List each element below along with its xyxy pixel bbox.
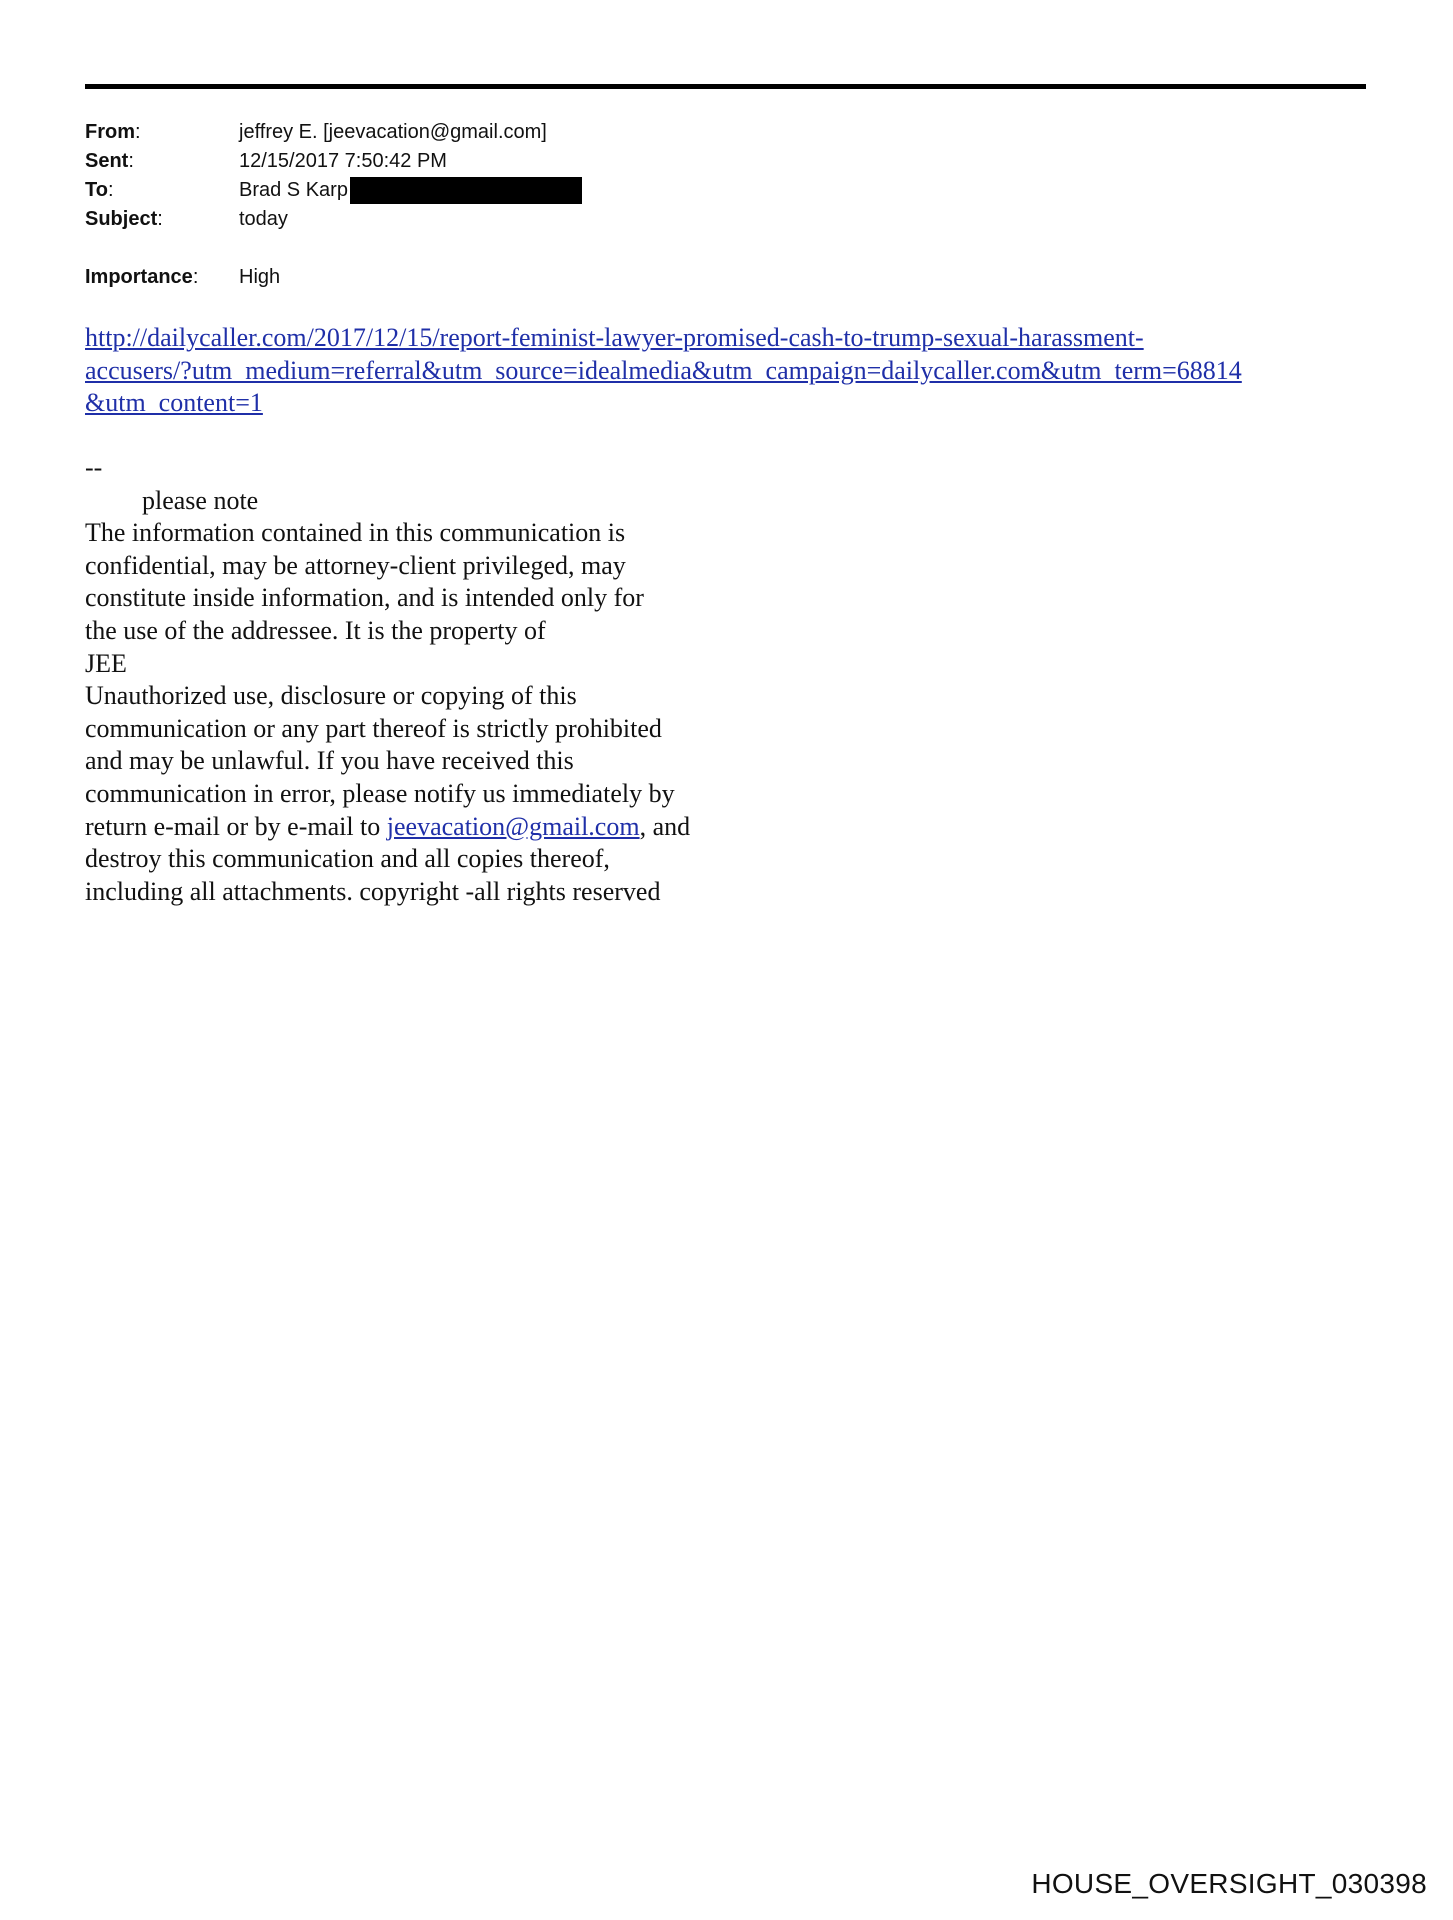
email-link[interactable]: jeevacation@gmail.com xyxy=(386,811,640,841)
from-label: From: xyxy=(85,121,141,143)
subject-row xyxy=(85,205,582,234)
article-link[interactable] xyxy=(85,322,1385,420)
disclaimer-line: including all attachments. copyright -all rights reserved xyxy=(85,876,661,906)
signature-note: please note xyxy=(142,485,259,515)
article-link-line[interactable]: http://dailycaller.com/2017/12/15/report-feminist-lawyer-promised-cash-to-trump-sexual-harassment- xyxy=(85,323,1144,352)
from-value: jeffrey E. [jeevacation@gmail.com] xyxy=(239,121,547,143)
subject-label: Subject: xyxy=(85,208,163,230)
article-link-line[interactable]: accusers/?utm_medium=referral&utm_source=idealmedia&utm_campaign=dailycaller.com&utm_term=68814 xyxy=(85,355,1242,385)
to-recipient-name: Brad S Karp xyxy=(239,179,348,201)
disclaimer-line: destroy this communication and all copies thereof, xyxy=(85,844,610,874)
disclaimer-line: constitute inside information, and is intended only for xyxy=(85,583,644,613)
sent-value: 12/15/2017 7:50:42 PM xyxy=(239,150,447,172)
importance-label: Importance: xyxy=(85,266,199,288)
email-header xyxy=(85,118,582,292)
importance-row xyxy=(85,263,582,292)
disclaimer-line: JEE xyxy=(85,648,127,678)
bates-number: HOUSE_OVERSIGHT_030398 xyxy=(1031,1868,1427,1899)
redaction-box xyxy=(350,177,582,204)
top-rule xyxy=(85,84,1366,89)
disclaimer-line: communication or any part thereof is strictly prohibited xyxy=(85,713,662,743)
importance-value: High xyxy=(239,266,281,288)
to-label: To: xyxy=(85,179,114,201)
disclaimer-line: and may be unlawful. If you have received this xyxy=(85,746,574,776)
disclaimer-line: the use of the addressee. It is the property of xyxy=(85,615,546,645)
sent-label: Sent: xyxy=(85,150,134,172)
article-link-line[interactable]: &utm_content=1 xyxy=(85,388,263,418)
to-row xyxy=(85,176,582,205)
to-value xyxy=(239,176,582,205)
signature-block xyxy=(85,452,885,908)
disclaimer-line: confidential, may be attorney-client privileged, may xyxy=(85,550,626,580)
sent-row xyxy=(85,147,582,176)
disclaimer-line: Unauthorized use, disclosure or copying of this xyxy=(85,681,577,711)
disclaimer-line: The information contained in this communication is xyxy=(85,518,626,548)
disclaimer-return-line: return e-mail or by e-mail to jeevacation@gmail.com, and xyxy=(85,811,691,841)
signature-separator: -- xyxy=(85,453,103,482)
subject-value: today xyxy=(239,208,288,230)
from-row xyxy=(85,118,582,147)
disclaimer-line: communication in error, please notify us immediately by xyxy=(85,778,675,808)
